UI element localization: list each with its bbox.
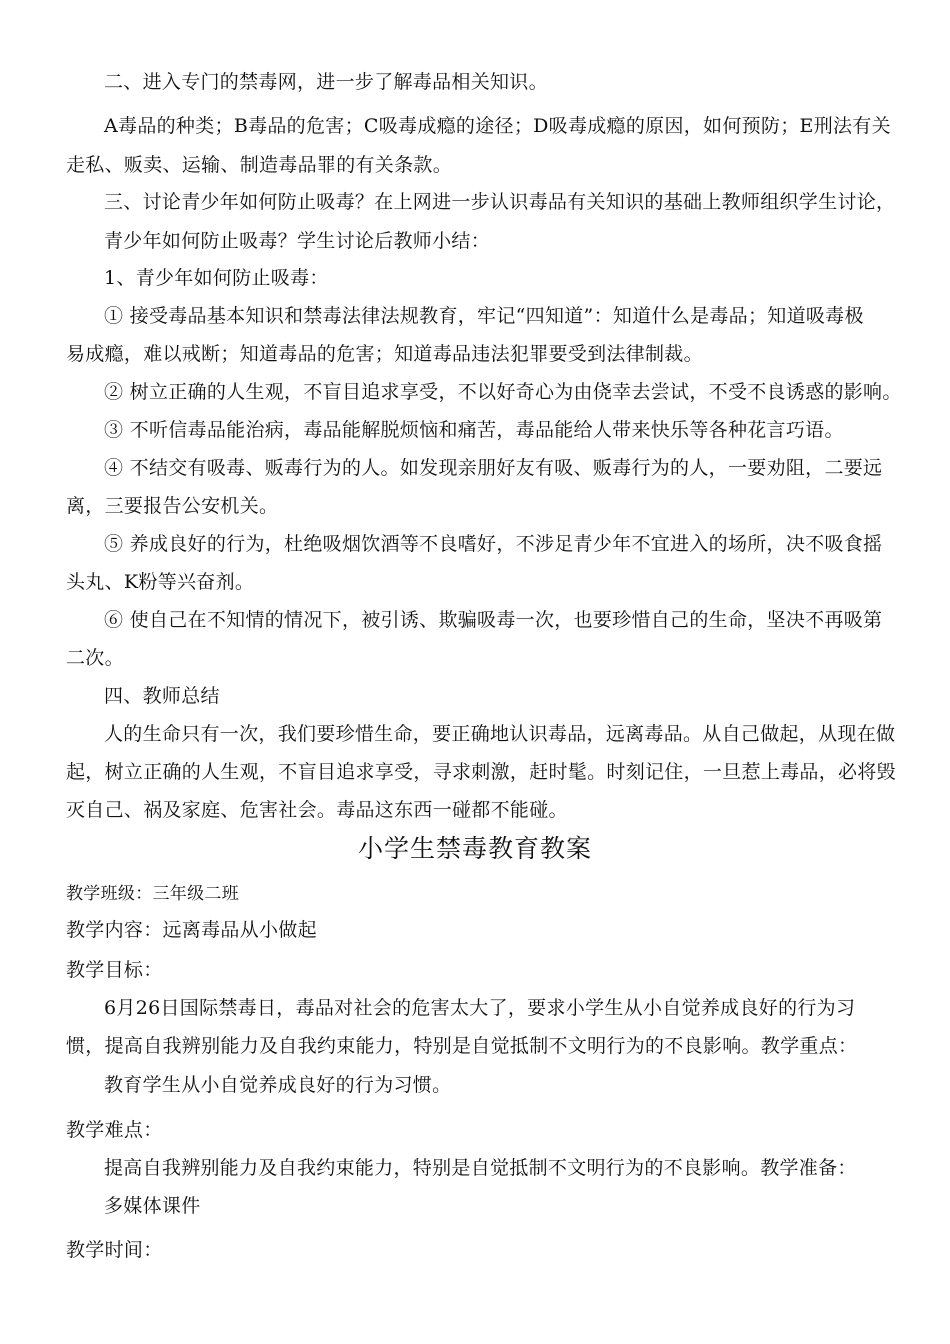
paragraph-line: 提高自我辨别能力及自我约束能力，特别是自觉抵制不文明行为的不良影响。教学准备： <box>104 1157 857 1179</box>
subheading: 1、青少年如何防止吸毒： <box>104 267 329 289</box>
paragraph-line: 灭自己、祸及家庭、危害社会。毒品这东西一碰都不能碰。 <box>66 799 568 821</box>
list-item-continuation: 头丸、K粉等兴奋剂。 <box>66 571 255 593</box>
lesson-class: 教学班级：三年级二班 <box>66 884 239 904</box>
lesson-time-label: 教学时间： <box>66 1239 163 1261</box>
lesson-difficulty-label: 教学难点： <box>66 1119 163 1141</box>
lesson-prep: 多媒体课件 <box>104 1195 201 1217</box>
paragraph-line: 走私、贩卖、运输、制造毒品罪的有关条款。 <box>66 154 453 176</box>
list-item: ⑥ 使自己在不知情的情况下，被引诱、欺骗吸毒一次，也要珍惜自己的生命，坚决不再吸第 <box>104 609 883 631</box>
list-item: ② 树立正确的人生观，不盲目追求享受，不以好奇心为由侥幸去尝试，不受不良诱惑的影响。 <box>104 381 902 403</box>
lesson-goal-label: 教学目标： <box>66 959 163 981</box>
paragraph-line: 人的生命只有一次，我们要珍惜生命，要正确地认识毒品，远离毒品。从自己做起，从现在做 <box>104 723 896 745</box>
list-item-continuation: 二次。 <box>66 647 124 669</box>
paragraph-line: 惯，提高自我辨别能力及自我约束能力，特别是自觉抵制不文明行为的不良影响。教学重点： <box>66 1035 858 1057</box>
section-heading-3: 三、讨论青少年如何防止吸毒？在上网进一步认识毒品有关知识的基础上教师组织学生讨论， <box>104 191 896 213</box>
paragraph-line: 6月26日国际禁毒日，毒品对社会的危害太大了，要求小学生从小自觉养成良好的行为习 <box>104 997 856 1019</box>
list-item: ① 接受毒品基本知识和禁毒法律法规教育，牢记“四知道”：知道什么是毒品；知道吸毒极 <box>104 305 864 327</box>
list-item: ③ 不听信毒品能治病，毒品能解脱烦恼和痛苦，毒品能给人带来快乐等各种花言巧语。 <box>104 419 844 441</box>
lesson-focus: 教育学生从小自觉养成良好的行为习惯。 <box>104 1074 452 1096</box>
paragraph-line: A毒品的种类；B毒品的危害；C吸毒成瘾的途径；D吸毒成瘾的原因，如何预防；E刑法有关 <box>104 115 891 137</box>
list-item-continuation: 易成瘾，难以戒断；知道毒品的危害；知道毒品违法犯罪要受到法律制裁。 <box>66 343 703 365</box>
lesson-content: 教学内容：远离毒品从小做起 <box>66 919 317 941</box>
list-item: ⑤ 养成良好的行为，杜绝吸烟饮酒等不良嗜好，不涉足青少年不宜进入的场所，决不吸食摇 <box>104 533 883 555</box>
paragraph-line: 起，树立正确的人生观，不盲目追求享受，寻求刺激，赶时髦。时刻记住，一旦惹上毒品，必将毁 <box>66 761 896 783</box>
lesson-title: 小学生禁毒教育教案 <box>357 834 592 863</box>
list-item: ④ 不结交有吸毒、贩毒行为的人。如发现亲朋好友有吸、贩毒行为的人，一要劝阻，二要远 <box>104 457 883 479</box>
section-heading-4: 四、教师总结 <box>104 685 220 707</box>
section-heading-2: 二、进入专门的禁毒网，进一步了解毒品相关知识。 <box>104 71 548 93</box>
paragraph-line: 青少年如何防止吸毒？学生讨论后教师小结： <box>104 230 491 252</box>
list-item-continuation: 离，三要报告公安机关。 <box>66 495 279 517</box>
